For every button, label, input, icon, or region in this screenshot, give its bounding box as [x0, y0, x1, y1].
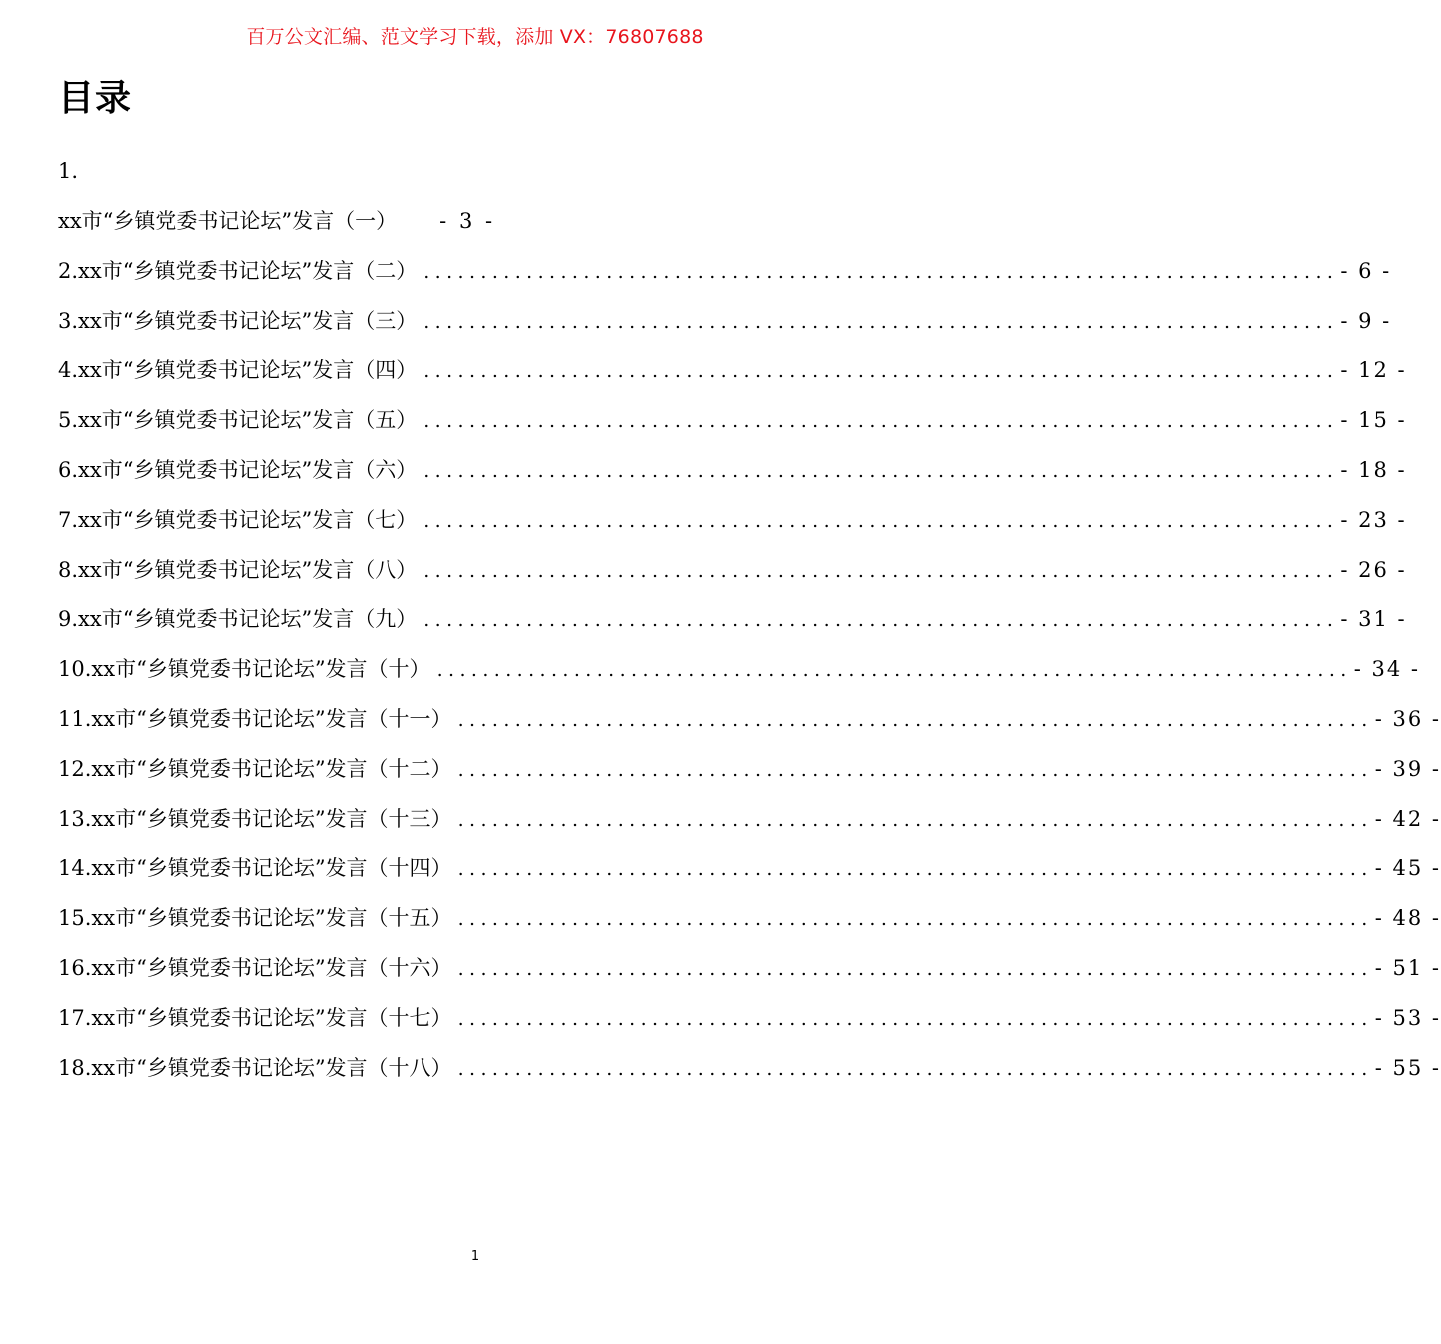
toc-entry-title: 16.xx市“乡镇党委书记论坛”发言（十六） [58, 955, 452, 980]
toc-leader: ................................................................................ [423, 559, 1339, 582]
toc-entry-page: - 26 - [1340, 557, 1407, 582]
toc-entry[interactable] [58, 596, 1407, 646]
toc-leader: ................................................................................ [423, 260, 1339, 283]
toc-entry-title: 3.xx市“乡镇党委书记论坛”发言（三） [58, 308, 418, 333]
toc-leader [403, 199, 437, 245]
toc-entry-title: 8.xx市“乡镇党委书记论坛”发言（八） [58, 557, 418, 582]
toc-entry-page: - 39 - [1374, 756, 1441, 781]
toc-leader: ................................................................................ [457, 708, 1373, 731]
toc-entry[interactable] [58, 845, 1441, 895]
toc-entry-title: 13.xx市“乡镇党委书记论坛”发言（十三） [58, 806, 452, 831]
toc-entry[interactable] [58, 447, 1407, 497]
toc-entry-title: 4.xx市“乡镇党委书记论坛”发言（四） [58, 358, 418, 383]
toc-entry[interactable] [58, 347, 1407, 397]
toc-entry[interactable] [58, 895, 1441, 945]
toc-entry-page: - 15 - [1340, 408, 1407, 433]
toc-leader: ................................................................................ [457, 957, 1373, 980]
toc-entry-page: - 48 - [1374, 906, 1441, 931]
toc-leader: ................................................................................ [423, 360, 1339, 383]
toc-leader: ................................................................................ [423, 459, 1339, 482]
toc-leader: ................................................................................ [423, 609, 1339, 632]
toc-entry-title: 7.xx市“乡镇党委书记论坛”发言（七） [58, 507, 418, 532]
toc-entry-page: - 51 - [1374, 955, 1441, 980]
toc-entry[interactable] [58, 945, 1441, 995]
toc-entry[interactable] [58, 696, 1441, 746]
toc-entry-title: 17.xx市“乡镇党委书记论坛”发言（十七） [58, 1005, 452, 1030]
toc-leader: ................................................................................ [457, 1057, 1373, 1080]
toc-entry[interactable] [58, 298, 1392, 348]
toc-entry[interactable] [58, 1045, 1441, 1095]
toc-leader: ................................................................................ [423, 310, 1339, 333]
toc-leader: ................................................................................ [457, 758, 1373, 781]
toc-entry[interactable] [58, 497, 1407, 547]
toc-entry-page: - 31 - [1340, 607, 1407, 632]
toc-entry-title: 12.xx市“乡镇党委书记论坛”发言（十二） [58, 756, 452, 781]
toc-entry[interactable] [58, 547, 1407, 597]
toc-entry-title: 18.xx市“乡镇党委书记论坛”发言（十八） [58, 1055, 452, 1080]
toc-entry-page: - 3 - [439, 209, 496, 233]
page-title: 目录 [58, 78, 133, 119]
toc-leader: ................................................................................ [457, 808, 1373, 831]
toc-entry[interactable] [58, 796, 1441, 846]
watermark-banner: 百万公文汇编、范文学习下载，添加 VX：76807688 [246, 26, 704, 48]
toc-entry-page: - 18 - [1340, 457, 1407, 482]
toc-leader: ................................................................................ [423, 410, 1339, 433]
toc-entry-title: 5.xx市“乡镇党委书记论坛”发言（五） [58, 408, 418, 433]
toc-entry[interactable] [58, 198, 896, 248]
toc-entry-page: - 23 - [1340, 507, 1407, 532]
toc-entry-page: - 53 - [1374, 1005, 1441, 1030]
toc-entry-title: xx市“乡镇党委书记论坛”发言（一） [58, 209, 398, 233]
toc-leader: ................................................................................ [457, 1007, 1373, 1030]
toc-leader: ................................................................................ [457, 858, 1373, 881]
toc-leader: ................................................................................ [423, 509, 1339, 532]
toc-entry-title: 14.xx市“乡镇党委书记论坛”发言（十四） [58, 856, 452, 881]
toc-leader: ................................................................................ [457, 908, 1373, 931]
toc-entry-page: - 45 - [1374, 856, 1441, 881]
toc-entry-page: - 9 - [1340, 308, 1392, 333]
toc-entry-title: 9.xx市“乡镇党委书记论坛”发言（九） [58, 607, 418, 632]
toc-entry-title: 15.xx市“乡镇党委书记论坛”发言（十五） [58, 906, 452, 931]
toc-entry-page: - 12 - [1340, 358, 1407, 383]
toc-entry-page: - 55 - [1374, 1055, 1441, 1080]
toc-entry[interactable] [58, 746, 1441, 796]
toc-entry[interactable] [58, 995, 1441, 1045]
toc-leader: ................................................................................ [436, 659, 1352, 682]
toc-entry-page: - 36 - [1374, 706, 1441, 731]
toc-entry-page: - 42 - [1374, 806, 1441, 831]
toc-entry[interactable] [58, 397, 1407, 447]
table-of-contents [58, 148, 1441, 1094]
toc-entry[interactable] [58, 248, 1392, 298]
toc-entry-title: 10.xx市“乡镇党委书记论坛”发言（十） [58, 657, 431, 682]
toc-entry[interactable] [58, 646, 1420, 696]
toc-entry-page: - 6 - [1340, 258, 1392, 283]
toc-entry-title: 6.xx市“乡镇党委书记论坛”发言（六） [58, 457, 418, 482]
toc-entry-title: 11.xx市“乡镇党委书记论坛”发言（十一） [58, 706, 452, 731]
toc-entry-page: - 34 - [1353, 657, 1420, 682]
page-number: 1 [470, 1249, 480, 1264]
toc-entry-title: 2.xx市“乡镇党委书记论坛”发言（二） [58, 258, 418, 283]
toc-first-number: 1. [58, 159, 79, 183]
